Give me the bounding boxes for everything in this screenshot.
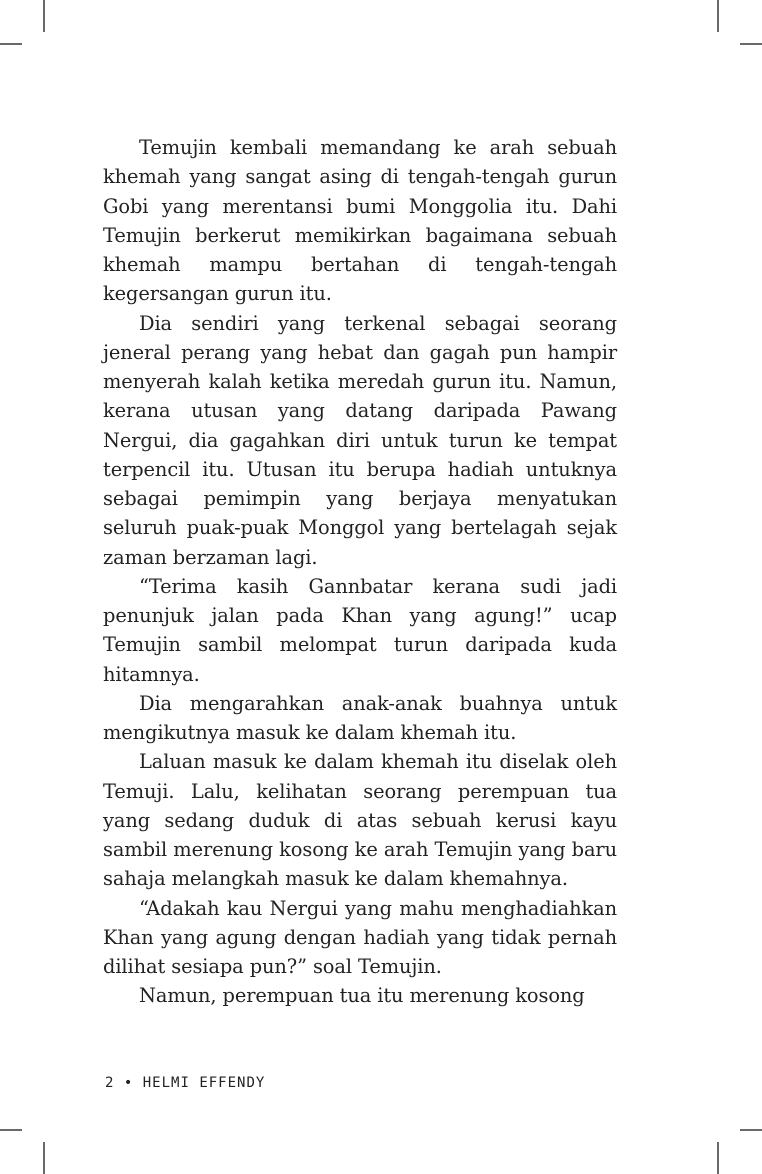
crop-mark-top-right-horizontal [740,43,762,45]
paragraph: “Terima kasih Gannbatar kerana sudi jadi penunjuk jalan pada Khan yang agung!” ucap Temujin sambil melompat turun daripada kuda hitamnya. [103,574,617,686]
paragraph: Temujin kembali memandang ke arah sebuah khemah yang sangat asing di tengah-tengah gurun Gobi yang merentansi bumi Monggolia itu. Dahi Temujin berkerut memikirkan bagaimana sebuah khemah mampu bertahan di tengah-tengah kegersangan gurun itu. [103,136,617,306]
paragraph: Dia sendiri yang terkenal sebagai seorang jeneral perang yang hebat dan gagah pun hampir menyerah kalah ketika meredah gurun itu. Namun, kerana utusan yang datang daripada Pawang Nergui, dia gagahkan diri untuk turun ke tempat terpencil itu. Utusan itu berupa hadiah untuknya sebagai pemimpin yang berjaya menyatukan seluruh puak-puak Monggol yang bertelagah sejak zaman berzaman lagi. [103,311,617,569]
footer-separator: • [123,1075,134,1091]
crop-mark-top-left-horizontal [0,43,22,45]
paragraph: Laluan masuk ke dalam khemah itu diselak oleh Temuji. Lalu, kelihatan seorang perempuan tua yang sedang duduk di atas sebuah kerusi kayu sambil merenung kosong ke arah Temujin yang baru sahaja melangkah masuk ke dalam khemahnya. [103,750,617,891]
crop-mark-top-right-vertical [717,0,719,32]
paragraph: “Adakah kau Nergui yang mahu menghadiahkan Khan yang agung dengan hadiah yang tidak pernah dilihat sesiapa pun?” soal Temujin. [103,896,617,978]
crop-mark-top-left-vertical [43,0,45,32]
author-name: HELMI EFFENDY [142,1075,266,1091]
crop-mark-bottom-left-vertical [43,1142,45,1174]
body-text [103,133,617,1011]
crop-mark-bottom-right-vertical [717,1142,719,1174]
page-number: 2 [105,1075,115,1091]
paragraph: Dia mengarahkan anak-anak buahnya untuk mengikutnya masuk ke dalam khemah itu. [103,691,617,744]
crop-mark-bottom-left-horizontal [0,1129,22,1131]
paragraph: Namun, perempuan tua itu merenung kosong [139,984,585,1008]
page-footer [105,1075,265,1091]
crop-mark-bottom-right-horizontal [740,1129,762,1131]
